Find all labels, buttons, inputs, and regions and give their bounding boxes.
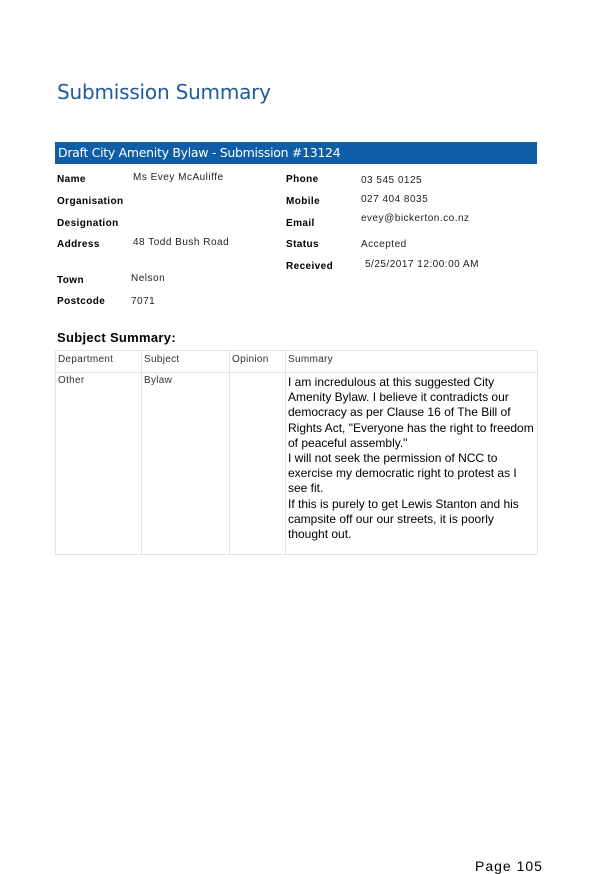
column-header-opinion: Opinion [230,351,286,373]
mobile-value: 027 404 8035 [361,194,429,205]
page-title: Submission Summary [57,80,271,104]
subject-cell: Bylaw [142,373,230,555]
email-label: Email [286,218,315,229]
summary-cell: I am incredulous at this suggested City Amenity Bylaw. I believe it contradicts our democracy as per Clause 16 of The Bill of Rights Act, "Everyone has the right to freedom of peaceful assembly." I will not seek the permission of NCC to exercise my democratic right to protest as I see fit. If this is purely to get Lewis Stanton and his campsite off our our streets, it is poorly thought out. [286,373,538,555]
town-value: Nelson [131,273,166,284]
name-value: Ms Evey McAuliffe [133,172,224,183]
postcode-value: 7071 [131,296,156,307]
organisation-label: Organisation [57,196,124,207]
table-row [56,373,538,555]
received-value: 5/25/2017 12:00:00 AM [365,259,479,270]
address-value: 48 Todd Bush Road [133,237,230,248]
phone-label: Phone [286,174,319,185]
department-cell: Other [56,373,142,555]
name-label: Name [57,174,86,185]
phone-value: 03 545 0125 [361,175,423,186]
status-value: Accepted [361,239,407,250]
table-header-row [56,351,538,373]
subject-summary-table [55,350,538,555]
postcode-label: Postcode [57,296,106,307]
mobile-label: Mobile [286,196,321,207]
column-header-department: Department [56,351,142,373]
designation-label: Designation [57,218,119,229]
status-label: Status [286,239,319,250]
town-label: Town [57,275,84,286]
email-value: evey@bickerton.co.nz [361,213,470,224]
opinion-cell [230,373,286,555]
subject-summary-heading: Subject Summary: [57,330,176,345]
column-header-summary: Summary [286,351,538,373]
address-label: Address [57,239,100,250]
column-header-subject: Subject [142,351,230,373]
submission-banner: Draft City Amenity Bylaw - Submission #13124 [55,142,537,164]
received-label: Received [286,261,334,272]
page-number: Page 105 [475,858,543,874]
